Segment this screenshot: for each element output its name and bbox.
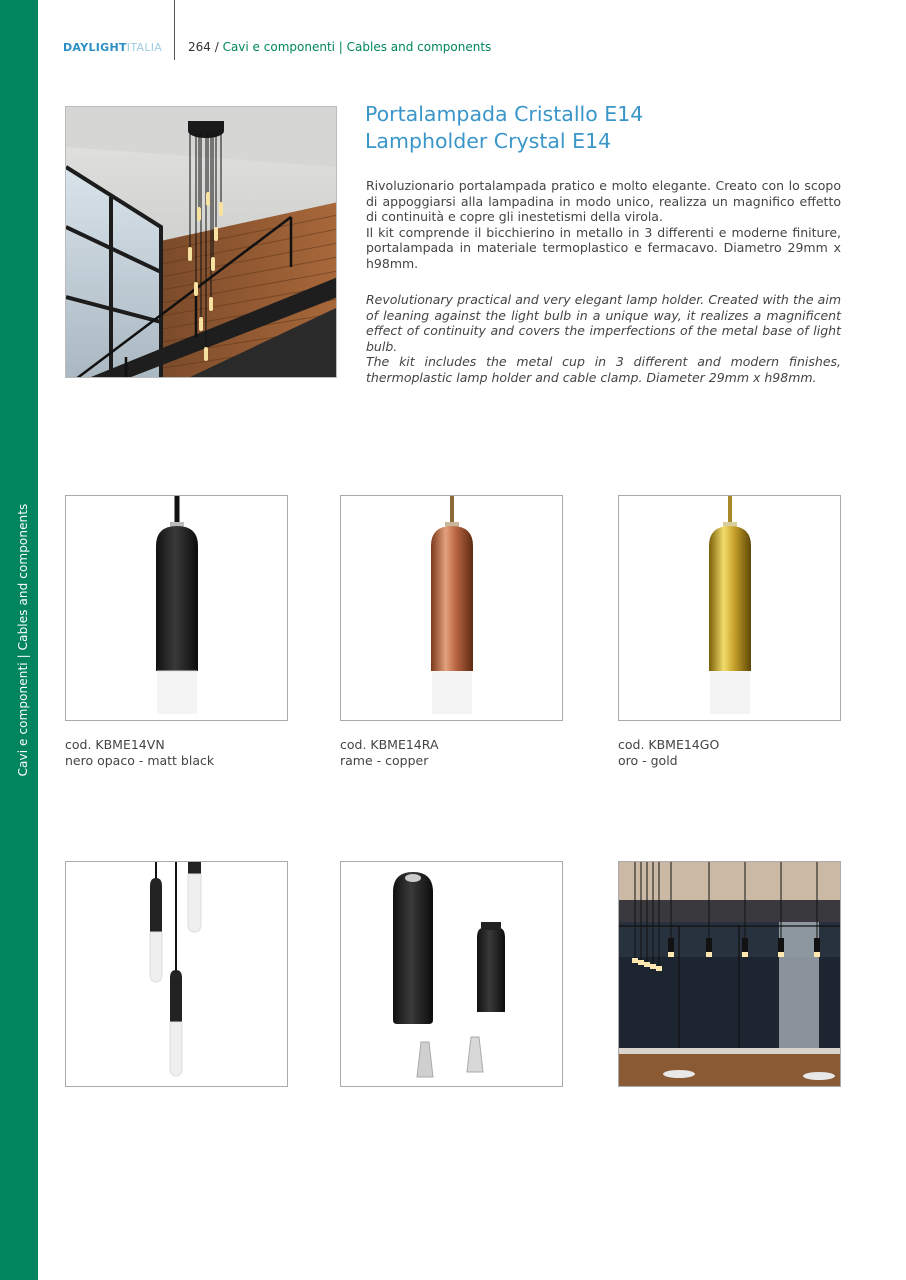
- side-section-label: Cavi e componenti | Cables and components: [16, 503, 30, 777]
- variant-photo-gold: [618, 495, 841, 721]
- brand-logo: [63, 41, 162, 54]
- description-english: [366, 292, 841, 386]
- product-title: [365, 101, 643, 155]
- description-it-paragraph: Il kit comprende il bicchierino in metallo in 3 differenti e moderne finiture, portalampada in materiale termoplastico e fermacavo. Diametro 29mm x h98mm.: [366, 224, 841, 271]
- description-en-paragraph: The kit includes the metal cup in 3 different and modern finishes, thermoplastic lamp holder and cable clamp. Diameter 29mm x h98mm.: [366, 354, 841, 385]
- variant-caption-gold: [618, 737, 719, 769]
- hero-photo-staircase: [65, 106, 337, 378]
- variant-code: cod. KBME14RA: [340, 737, 439, 752]
- photo-kit-components: [340, 861, 563, 1087]
- section-title: Cavi e componenti | Cables and components: [222, 40, 492, 54]
- description-it-paragraph: Rivoluzionario portalampada pratico e molto elegante. Creato con lo scopo di appoggiarsi alla lampadina in modo unico, realizza un magnifico effetto di continuità e copre gli inestetismi della virola.: [366, 178, 841, 225]
- variant-code: cod. KBME14VN: [65, 737, 165, 752]
- variant-finish: nero opaco - matt black: [65, 753, 215, 768]
- variant-photo-copper: [340, 495, 563, 721]
- variant-caption-copper: [340, 737, 439, 769]
- header-divider: [174, 0, 175, 60]
- brand-part1: DAYLIGHT: [63, 41, 127, 54]
- running-head: [188, 40, 491, 54]
- variant-finish: rame - copper: [340, 753, 429, 768]
- header-separator: /: [210, 40, 223, 54]
- product-title-en: Lampholder Crystal E14: [365, 129, 612, 153]
- variant-photo-black: [65, 495, 288, 721]
- variant-code: cod. KBME14GO: [618, 737, 720, 752]
- description-en-paragraph: Revolutionary practical and very elegant lamp holder. Created with the aim of leaning against the light bulb in a unique way, it realizes a magnificent effect of continuity and covers the imperfections of the metal base of light bulb.: [366, 292, 841, 354]
- variant-caption-black: [65, 737, 214, 769]
- description-italian: [366, 178, 841, 272]
- photo-pendant-trio: [65, 861, 288, 1087]
- photo-kitchen-installation: [618, 861, 841, 1087]
- product-title-it: Portalampada Cristallo E14: [365, 102, 644, 126]
- variant-finish: oro - gold: [618, 753, 678, 768]
- page-number: 264: [188, 40, 211, 54]
- brand-part2: ITALIA: [126, 41, 163, 54]
